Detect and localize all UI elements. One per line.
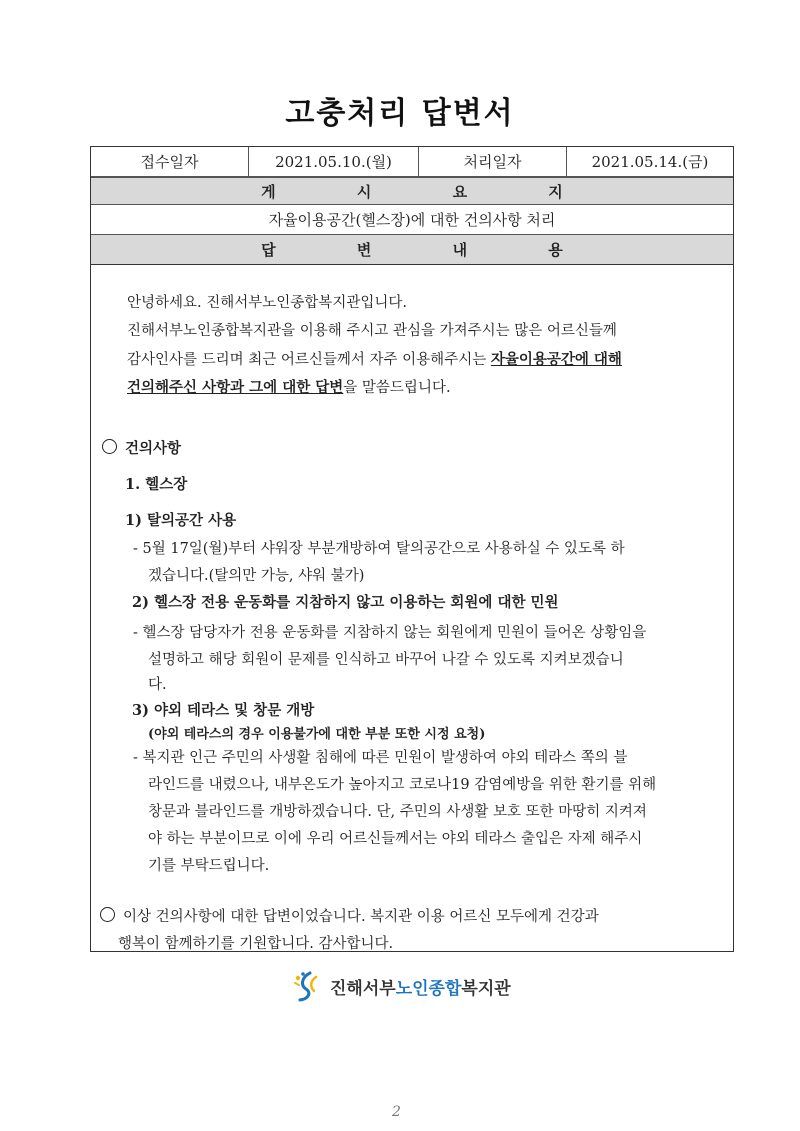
item-2-line-3: 다.	[148, 677, 167, 693]
intro-line-3	[127, 347, 622, 373]
item-3-line-2: 라인드를 내렸으나, 내부온도가 높아지고 코로나19 감염예방을 위한 환기를 위해	[148, 777, 657, 793]
intro-line-2: 진해서부노인종합복지관을 이용해 주시고 관심을 가져주시는 많은 어르신들께	[127, 323, 617, 339]
intro-line-3-text: 감사인사를 드리며 최근 어르신들께서 자주 이용해주시는	[127, 352, 491, 368]
org-name-part-2: 노인종합	[395, 978, 462, 999]
circle-bullet-icon	[100, 907, 115, 922]
summary-header-row	[91, 177, 733, 205]
item-3-note: (야외 테라스의 경우 이용불가에 대한 부분 또한 시정 요청)	[148, 727, 486, 742]
document-title: 고충처리 답변서	[285, 96, 515, 131]
intro-line-4-emphasis: 건의해주신 사항과 그에 대한 답변	[127, 379, 344, 396]
org-name-part-3: 복지관	[461, 978, 511, 999]
closing-line-2: 행복이 함께하기를 기원합니다. 감사합니다.	[118, 936, 394, 952]
item-2-line-1: - 헬스장 담당자가 전용 운동화를 지참하지 않는 회원에게 민원이 들어온 상황임을	[133, 625, 647, 641]
item-3-line-3: 창문과 블라인드를 개방하겠습니다. 단, 주민의 사생활 보호 또한 마땅히 지켜져	[148, 804, 647, 820]
item-1-line-2: 겠습니다.(탈의만 가능, 샤워 불가)	[148, 568, 365, 584]
organization-logo-icon	[290, 969, 324, 1003]
suggestions-heading	[102, 436, 181, 462]
organization-footer	[290, 968, 511, 1004]
item-2-line-2: 설명하고 해당 회원이 문제를 인식하고 바꾸어 나갈 수 있도록 지켜보겠습니	[148, 652, 624, 668]
item-3-line-4: 야 하는 부분이므로 이에 우리 어르신들께서는 야외 테라스 출입은 자제 해주시	[148, 831, 643, 847]
intro-line-4	[127, 375, 451, 401]
item-3-line-1: - 복지관 인근 주민의 사생활 침해에 따른 민원이 발생하여 야외 테라스 쪽의 블	[133, 750, 628, 766]
item-1-line-1: - 5월 17일(월)부터 샤워장 부분개방하여 탈의공간으로 사용하실 수 있도록 하	[133, 541, 625, 557]
suggestions-heading-text: 건의사항	[125, 440, 182, 457]
summary-row	[91, 205, 733, 235]
item-3-title: 3) 야외 테라스 및 창문 개방	[132, 702, 315, 719]
page-number-mark: 2	[392, 1104, 401, 1120]
closing-line-1	[100, 904, 599, 930]
intro-line-3-emphasis: 자율이용공간에 대해	[490, 351, 622, 368]
date-row	[91, 147, 733, 177]
circle-bullet-icon	[102, 439, 117, 454]
answer-header-row	[91, 235, 733, 265]
item-1-title: 1) 탈의공간 사용	[125, 512, 237, 529]
process-date-label: 처리일자	[419, 147, 567, 176]
item-2-title: 2) 헬스장 전용 운동화를 지참하지 않고 이용하는 회원에 대한 민원	[132, 594, 559, 611]
intro-line-1: 안녕하세요. 진해서부노인종합복지관입니다.	[127, 295, 407, 311]
intro-line-4-text: 을 말씀드립니다.	[343, 380, 451, 396]
closing-line-1-text: 이상 건의사항에 대한 답변이었습니다. 복지관 이용 어르신 모두에게 건강과	[123, 909, 599, 925]
receipt-date-value: 2021.05.10.(월)	[249, 147, 419, 176]
section-gym-title: 1. 헬스장	[125, 476, 188, 493]
summary-label: 게 시 요 지	[261, 182, 601, 201]
item-3-line-5: 기를 부탁드립니다.	[148, 858, 270, 874]
org-name-part-1: 진해서부	[330, 978, 396, 999]
answer-label: 답 변 내 용	[261, 241, 601, 259]
receipt-date-label: 접수일자	[91, 147, 249, 176]
summary-text: 자율이용공간(헬스장)에 대한 건의사항 처리	[268, 211, 556, 229]
process-date-value: 2021.05.14.(금)	[591, 153, 709, 171]
